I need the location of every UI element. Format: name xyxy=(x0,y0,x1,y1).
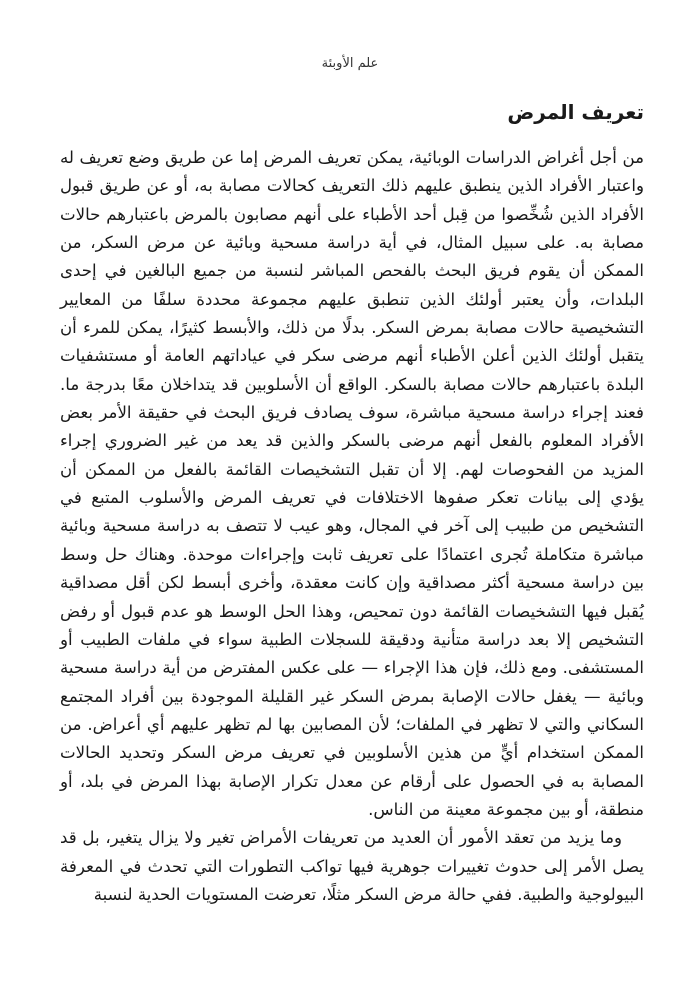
paragraph-2: وما يزيد من تعقد الأمور أن العديد من تعريفات الأمراض تغير ولا يزال يتغير، بل قد يصل الأمر إلى حدوث تغييرات جوهرية فيها تواكب التطورات التي تحدث في المعرفة البيولوجية والطبية. ففي حالة مرض السكر مثلًا، تعرضت المستويات الحدية لنسبة xyxy=(60,828,644,904)
running-header: علم الأوبئة xyxy=(321,56,379,71)
section-title: تعريف المرض xyxy=(507,100,644,124)
paragraph-1: من أجل أغراض الدراسات الوبائية، يمكن تعريف المرض إما عن طريق وضع تعريف له واعتبار الأفراد الذين ينطبق عليهم ذلك التعريف كحالات مصابة به، أو عن طريق قبول الأفراد الذين شُخِّصوا من قِبل أحد الأطباء على أنهم مصابون بالمرض باعتبارهم حالات مصابة به. على سبيل المثال، في أية دراسة مسحية وبائية عن مرض السكر، من الممكن أن يقوم فريق البحث بالفحص المباشر لنسبة من جميع البالغين في إحدى البلدات، وأن يعتبر أولئك الذين تنطبق عليهم مجموعة محددة سلفًا من المعايير التشخيصية حالات مصابة بمرض السكر. بدلًا من ذلك، والأبسط كثيرًا، يمكن للمرء أن يتقبل أولئك الذين أعلن الأطباء أنهم مرضى سكر في عياداتهم العامة أو مستشفيات البلدة باعتبارهم حالات مصابة بالسكر. الواقع أن الأسلوبين قد يتداخلان معًا بدرجة ما. فعند إجراء دراسة مسحية مباشرة، سوف يصادف فريق البحث في حقيقة الأمر بعض الأفراد المعلوم بالفعل أنهم مرضى بالسكر والذين قد يعد من غير الضروري إجراء المزيد من الفحوصات لهم. إلا أن تقبل التشخيصات القائمة بالفعل من الممكن أن يؤدي إلى بيانات تعكر صفوها الاختلافات في تعريف المرض والأسلوب المتبع في التشخيص من طبيب إلى آخر في المجال، وهو عيب لا تتصف به دراسة مسحية وبائية مباشرة متكاملة تُجرى اعتمادًا على تعريف ثابت وإجراءات موحدة. وهناك حل وسط بين دراسة مسحية أكثر مصداقية وإن كانت معقدة، وأخرى أبسط لكن أقل مصداقية يُقبل فيها التشخيصات القائمة دون تمحيص، وهذا الحل الوسط هو عدم قبول أو رفض التشخيص إلا بعد دراسة متأنية ودقيقة للسجلات الطبية سواء في ملفات الطبيب أو المستشفى. ومع ذلك، فإن هذا الإجراء — على عكس المفترض من أية دراسة مسحية وبائية — يغفل حالات الإصابة بمرض السكر غير القليلة الموجودة بين أفراد المجتمع السكاني والتي لا تظهر في الملفات؛ لأن المصابين بها لم تظهر عليهم أي أعراض. من الممكن استخدام أيٍّ من هذين الأسلوبين في تعريف مرض السكر وتحديد الحالات المصابة به في الحصول على أرقام عن معدل تكرار الإصابة بهذا المرض في بلد، أو منطقة، أو بين مجموعة معينة من الناس. xyxy=(60,148,644,819)
body-text xyxy=(60,144,644,909)
